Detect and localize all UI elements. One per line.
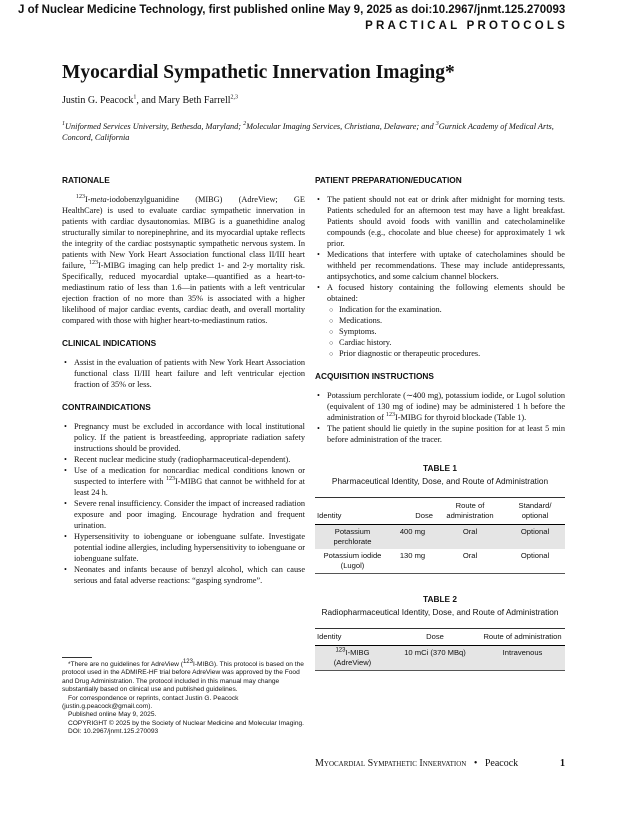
history-sublist (327, 304, 565, 359)
list-item-text: Recent nuclear medicine study (radiopharmaceutical-dependent). (74, 455, 291, 464)
list-item-text: The patient should lie quietly in the supine position for at least 5 min before administration of the tracer. (327, 424, 565, 444)
bullet-icon: • (64, 358, 67, 367)
left-column (62, 175, 305, 594)
list-item (62, 531, 305, 564)
sub-list-item (327, 304, 565, 315)
list-item (62, 564, 305, 586)
table-cell: Oral (435, 525, 505, 550)
isotope-sup: 123 (88, 260, 98, 267)
table-row (315, 646, 565, 671)
contraindications-list (62, 421, 305, 586)
column-header: Route of administration (435, 498, 505, 525)
list-item (315, 194, 565, 249)
affil-sup: 2 (243, 121, 247, 128)
footnote: DOI: 10.2967/jnmt.125.270093 (68, 728, 159, 736)
footnote (62, 658, 305, 695)
right-column (315, 175, 565, 671)
table-cell: 130 mg (390, 549, 435, 574)
table-row (315, 525, 565, 550)
section-heading: PATIENT PREPARATION/EDUCATION (315, 175, 462, 185)
footnotes (62, 657, 305, 737)
bullet-icon: • (64, 422, 67, 431)
page-number: 1 (560, 758, 565, 769)
table-caption: Radiopharmaceutical Identity, Dose, and Route of Administration (321, 607, 559, 617)
column-header: Dose (390, 629, 480, 646)
table-cell: Potassium iodide (Lugol) (315, 549, 390, 574)
table-cell: 400 mg (390, 525, 435, 550)
isotope-sup: 123 (76, 194, 85, 201)
author-line (62, 95, 238, 106)
journal-header-line: J of Nuclear Medicine Technology, first published online May 9, 2025 as doi:10.2967/jnmt.125.270093 (18, 4, 566, 16)
table-cell: Oral (435, 549, 505, 574)
table-cell: 10 mCi (370 MBq) (390, 646, 480, 671)
bullet-icon: • (64, 455, 67, 464)
isotope-sup: 123 (335, 647, 346, 654)
footnote: For correspondence or reprints, contact Justin G. Peacock (justin.g.peacock@gmail.com). (62, 694, 239, 711)
affil-text: Uniformed Services University, Bethesda, Maryland; (65, 122, 244, 131)
preparation-list (315, 194, 565, 304)
author-affil-sup: 2,3 (230, 94, 239, 101)
bullet-icon: • (64, 466, 67, 475)
table-cell: Optional (505, 525, 565, 550)
circle-bullet-icon: ○ (329, 306, 334, 314)
list-item (315, 390, 565, 423)
bullet-icon: • (317, 195, 320, 204)
bullet-icon: • (317, 424, 320, 433)
running-title: Myocardial Sympathetic Innervation (315, 758, 467, 769)
clinical-list (62, 357, 305, 390)
author-name: Mary Beth Farrell (158, 95, 231, 106)
list-item-text: Indication for the examination. (339, 305, 442, 314)
affil-sup: 1 (62, 121, 65, 128)
column-header: Identity (315, 629, 390, 646)
running-footer (315, 758, 565, 769)
section-heading: CONTRAINDICATIONS (62, 402, 151, 412)
article-title: Myocardial Sympathetic Innervation Imaging* (62, 62, 455, 83)
affil-text: Molecular Imaging Services, Christiana, Delaware; and (246, 122, 436, 131)
section-heading: ACQUISITION INSTRUCTIONS (315, 371, 434, 381)
text-run: I-MIBG imaging can help predict 1- and 2-y mortality risk. Specifically, reduced myocardial uptake—quantified as a heart-to-mediastinum ratio of less than 1.6—in patients with a left ventricular ejection fraction of no more than 35% is associated with a higher likelihood of major cardiac events, cardiac death, and overall mortality compared with those with higher heart-to-mediastinum ratios. (62, 261, 305, 325)
sub-list-item (327, 348, 565, 359)
list-item-text: Symptoms. (339, 327, 377, 336)
column-header: Dose (390, 498, 435, 525)
bullet-icon: • (64, 565, 67, 574)
list-item-text: A focused history containing the following elements should be obtained: (327, 283, 565, 303)
author-affil-sup: 1 (133, 94, 137, 101)
text-run-italic: meta (90, 195, 107, 204)
table-row (315, 549, 565, 574)
section-heading: CLINICAL INDICATIONS (62, 338, 157, 348)
acquisition-list (315, 390, 565, 445)
text-run: I- (85, 195, 91, 204)
sub-list-item (327, 315, 565, 326)
circle-bullet-icon: ○ (329, 350, 334, 358)
footnote: Published online May 9, 2025. (68, 711, 157, 719)
list-item-text: Neonates and infants because of benzyl alcohol, which can cause serious and fatal adverse reactions: “gasping syndrome”. (74, 565, 305, 585)
bullet-icon: • (317, 250, 320, 259)
list-item-text: I-MIBG that cannot be withheld for at least 24 h. (74, 477, 305, 497)
footnote-text: *There are no guidelines for AdreView ( (68, 661, 183, 668)
section-label: PRACTICAL PROTOCOLS (365, 20, 568, 32)
affil-sup: 3 (435, 121, 439, 128)
list-item-text: Medications. (339, 316, 383, 325)
bullet-icon: • (64, 532, 67, 541)
footer-bullet: • (473, 758, 478, 769)
list-item (62, 498, 305, 531)
isotope-sup: 123 (386, 412, 395, 419)
list-item-text: Severe renal insufficiency. Consider the impact of increased radiation exposure and poor imaging. Encourage hydration and frequent urination. (74, 499, 305, 530)
list-item (62, 421, 305, 454)
list-item (62, 465, 305, 498)
list-item-text: Use of a medication for noncardiac medical conditions known or suspected to interfere with (74, 466, 305, 486)
list-item-text: The patient should not eat or drink after midnight for morning tests. Patients scheduled for an afternoon test may have a light breakfast. Patients should avoid foods with vanillin and catecholaminelike compounds (e.g., chocolate and blue cheese) for approximately 1 wk prior. (327, 195, 565, 248)
table-caption: Pharmaceutical Identity, Dose, and Route of Administration (331, 476, 549, 486)
footnote-text: I-MIBG). This protocol is based on the protocol used in the ADMIRE-HF trial before AdreView was approved by the Food and Drug Administration. The protocol included in this manual may change substantially based on clinical use and published guidelines. (62, 661, 304, 694)
list-item-text: Prior diagnostic or therapeutic procedures. (339, 349, 481, 358)
rationale-paragraph (62, 194, 305, 326)
bullet-icon: • (317, 283, 320, 292)
footnote-divider (62, 657, 92, 658)
table-cell: Potassium perchlorate (315, 525, 390, 550)
sub-list-item (327, 326, 565, 337)
text-run: -iodobenzylguanidine (MIBG) (AdreView; GE HealthCare) is used to evaluate cardiac sympathetic innervation in patients with cardiac dysautonomias. MIBG is a guanethidine analog structurally similar to norepinephrine, and its myocardial uptake reflects the integrity of the cardiac postsynaptic sympathetic nervous system. In patients with New York Heart Association functional class II/III heart failure, (62, 195, 305, 270)
table-label: TABLE 2 (423, 594, 457, 604)
table-cell (315, 646, 390, 671)
table-label: TABLE 1 (423, 463, 457, 473)
list-item (315, 249, 565, 282)
bullet-icon: • (64, 499, 67, 508)
list-item-text: I-MIBG for thyroid blockade (Table 1). (395, 413, 527, 422)
table-cell: Optional (505, 549, 565, 574)
table-1 (315, 497, 565, 574)
circle-bullet-icon: ○ (329, 339, 334, 347)
list-item (62, 454, 305, 465)
affil-text: Gurnick Academy of Medical Arts, Concord, California (62, 122, 554, 142)
affiliations (62, 121, 567, 143)
list-item-text: Potassium perchlorate (∼400 mg), potassium iodide, or Lugol solution (equivalent of 130 mg of iodine) may be administered 1 h before the administration of (327, 391, 565, 422)
sub-list-item (327, 337, 565, 348)
isotope-sup: 123 (166, 476, 176, 483)
cell-text: I-MIBG (AdreView) (333, 648, 372, 667)
running-author: Peacock (484, 758, 519, 769)
section-heading: RATIONALE (62, 175, 110, 185)
list-item-text: Cardiac history. (339, 338, 392, 347)
isotope-sup: 123 (182, 658, 193, 665)
author-name: Justin G. Peacock (62, 95, 134, 106)
circle-bullet-icon: ○ (329, 317, 334, 325)
column-header: Standard/ optional (505, 498, 565, 525)
author-separator: , and (136, 95, 159, 106)
table-cell: Intravenous (480, 646, 565, 671)
circle-bullet-icon: ○ (329, 328, 334, 336)
list-item-text: Hypersensitivity to iobenguane or iobenguane sulfate. Investigate potential iodine allergies, including hypersensitivity to iobenguane or iobenguane sulfate. (74, 532, 305, 563)
list-item-text: Pregnancy must be excluded in accordance with local institutional policy. If the patient is breastfeeding, appropriate radiation safety instructions should be provided. (74, 422, 305, 453)
list-item (62, 357, 305, 390)
list-item (315, 423, 565, 445)
bullet-icon: • (317, 391, 320, 400)
list-item-text: Assist in the evaluation of patients with New York Heart Association functional class II/III heart failure and left ventricular ejection fraction of 35% or less. (74, 358, 305, 389)
footnote: COPYRIGHT © 2025 by the Society of Nuclear Medicine and Molecular Imaging. (68, 719, 304, 727)
list-item-text: Medications that interfere with uptake of catecholamines should be withheld per recommendations. These may include antidepressants, antipsychotics, and some calcium channel blockers. (327, 250, 565, 281)
column-header: Identity (315, 498, 390, 525)
list-item (315, 282, 565, 304)
column-header: Route of administration (480, 629, 565, 646)
table-2 (315, 628, 565, 671)
